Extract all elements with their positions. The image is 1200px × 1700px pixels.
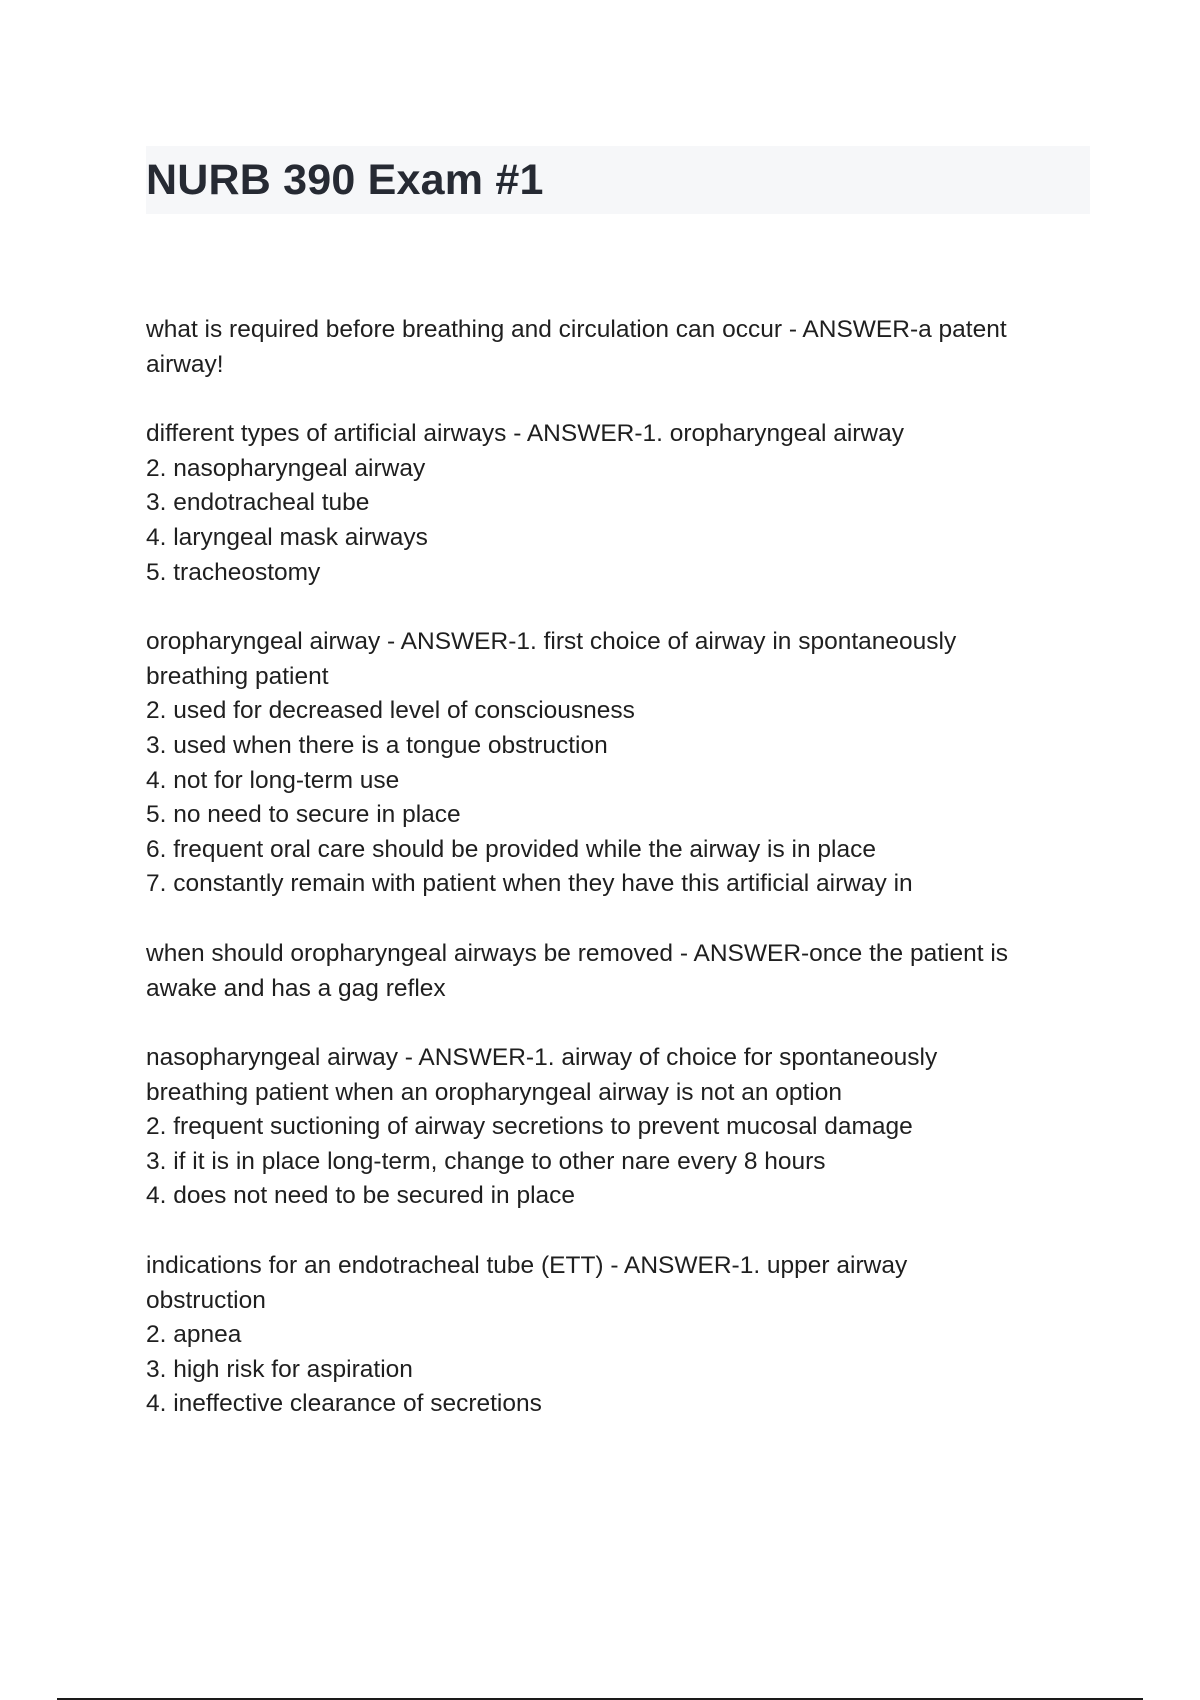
qa-answer-line: 2. used for decreased level of consciousness — [146, 697, 635, 725]
qa-block — [146, 1249, 1086, 1422]
qa-answer-line: 7. constantly remain with patient when they have this artificial airway in — [146, 870, 913, 898]
qa-answer-line: breathing patient — [146, 662, 329, 690]
qa-answer-line: 5. no need to secure in place — [146, 801, 461, 829]
title-banner — [146, 146, 1090, 214]
qa-answer-line: obstruction — [146, 1286, 266, 1314]
qa-question-line: oropharyngeal airway - ANSWER-1. first choice of airway in spontaneously — [146, 628, 957, 656]
qa-question-line: nasopharyngeal airway - ANSWER-1. airway of choice for spontaneously — [146, 1044, 938, 1072]
qa-answer-line: 6. frequent oral care should be provided while the airway is in place — [146, 835, 876, 863]
qa-block — [146, 313, 1086, 382]
qa-block — [146, 937, 1086, 1006]
qa-answer-line: 3. endotracheal tube — [146, 489, 370, 517]
qa-answer-line: 3. used when there is a tongue obstruction — [146, 731, 608, 759]
qa-answer-line: 4. does not need to be secured in place — [146, 1182, 576, 1210]
qa-content — [146, 313, 1086, 1457]
qa-answer-line: airway! — [146, 350, 224, 378]
qa-block — [146, 417, 1086, 590]
qa-answer-line: awake and has a gag reflex — [146, 974, 446, 1002]
qa-question-line: indications for an endotracheal tube (ETT) - ANSWER-1. upper airway — [146, 1252, 908, 1280]
qa-answer-line: 2. nasopharyngeal airway — [146, 454, 426, 482]
qa-question-line: what is required before breathing and circulation can occur - ANSWER-a patent — [146, 316, 1007, 343]
qa-answer-line: 2. apnea — [146, 1321, 242, 1349]
qa-answer-line: 2. frequent suctioning of airway secretions to prevent mucosal damage — [146, 1113, 913, 1141]
document-title: NURB 390 Exam #1 — [146, 156, 544, 204]
qa-answer-line: breathing patient when an oropharyngeal airway is not an option — [146, 1078, 843, 1106]
qa-answer-line: 5. tracheostomy — [146, 558, 321, 586]
qa-question-line: when should oropharyngeal airways be removed - ANSWER-once the patient is — [146, 939, 1009, 967]
qa-answer-line: 4. laryngeal mask airways — [146, 523, 428, 551]
qa-question-line: different types of artificial airways - ANSWER-1. oropharyngeal airway — [146, 420, 904, 448]
qa-block — [146, 625, 1086, 902]
qa-block — [146, 1041, 1086, 1214]
qa-answer-line: 4. not for long-term use — [146, 766, 400, 794]
qa-answer-line: 3. if it is in place long-term, change to other nare every 8 hours — [146, 1147, 826, 1175]
qa-answer-line: 3. high risk for aspiration — [146, 1355, 413, 1383]
qa-answer-line: 4. ineffective clearance of secretions — [146, 1390, 542, 1418]
